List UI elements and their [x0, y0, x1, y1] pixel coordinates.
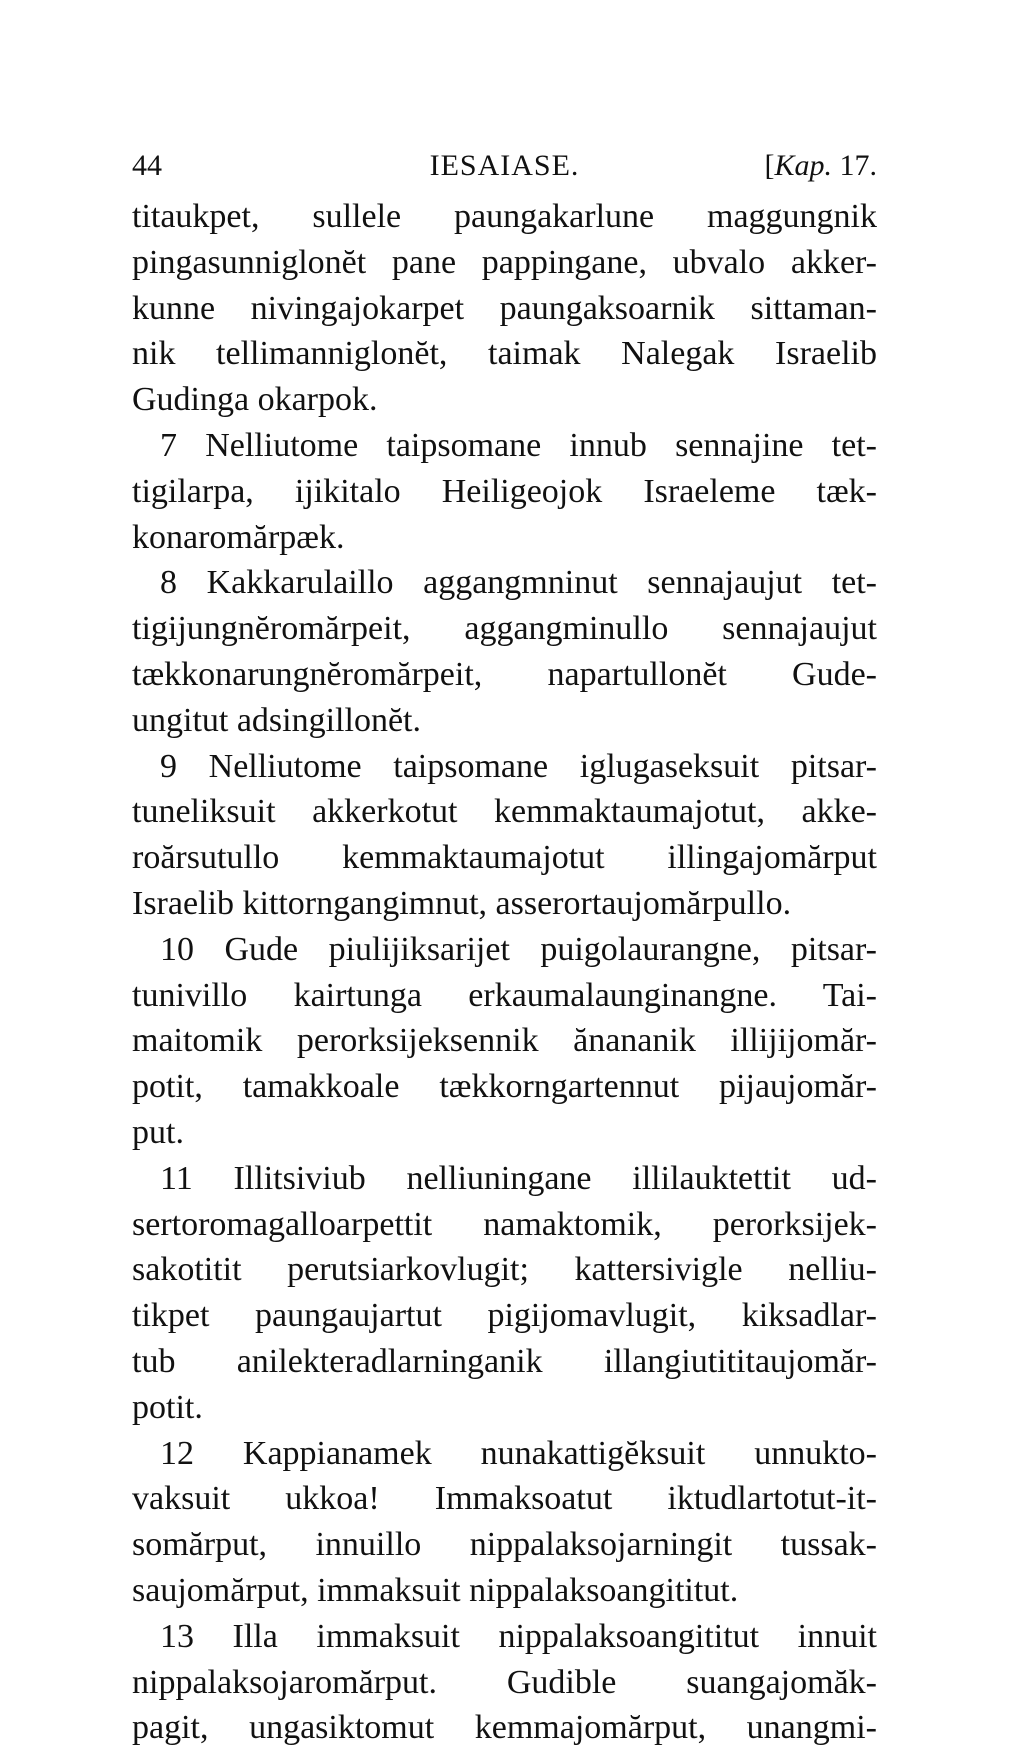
- text-line: tunivillo kairtunga erkaumalaunginangne. Tai-: [132, 976, 877, 1014]
- chapter-bracket: [: [764, 149, 775, 182]
- body-text: [132, 194, 877, 1751]
- text-line: put.: [132, 1113, 184, 1151]
- text-line: tigilarpa, ijikitalo Heiligeojok Israeleme tæk-: [132, 472, 877, 510]
- text-line: ungitut adsingillonĕt.: [132, 701, 421, 739]
- running-head: [132, 146, 877, 186]
- text-line: tigijungnĕromărpeit, aggangminullo sennajaujut: [132, 610, 877, 648]
- verse-9-start: 9 Nelliutome taipsomane iglugaseksuit pitsar-: [160, 747, 877, 785]
- verse-8-start: 8 Kakkarulaillo aggangmninut sennajaujut tet-: [160, 564, 877, 602]
- chapter-marker: [764, 146, 877, 186]
- text-line: maitomik perorksijeksennik ănananik illijijomăr-: [132, 1022, 877, 1060]
- text-line: nippalaksojaromărput. Gudible suangajomăk-: [132, 1663, 877, 1701]
- text-line: roărsutullo kemmaktaumajotut illingajomărput: [132, 839, 877, 877]
- text-line: saujomărput, immaksuit nippalaksoangititut.: [132, 1571, 739, 1609]
- text-line: Israelib kittorngangimnut, asserortaujomărpullo.: [132, 884, 792, 922]
- verse-11-start: 11 Illitsiviub nelliuningane illilauktettit ud-: [160, 1159, 877, 1197]
- text-line: somărput, innuillo nippalaksojarningit tussak-: [132, 1526, 877, 1564]
- text-line: konaromărpæk.: [132, 518, 345, 556]
- verse-7-start: 7 Nelliutome taipsomane innub sennajine tet-: [160, 426, 877, 464]
- text-line: tækkonarungnĕromărpeit, napartullonĕt Gude-: [132, 655, 877, 693]
- verse-13-start: 13 Illa immaksuit nippalaksoangititut innuit: [160, 1617, 877, 1655]
- text-line: potit, tamakkoale tækkorngartennut pijaujomăr-: [132, 1068, 877, 1106]
- text-line: titaukpet, sullele paungakarlune maggungnik: [132, 198, 877, 235]
- text-line: tub anilekteradlarninganik illangiutititaujomăr-: [132, 1342, 877, 1380]
- text-line: Gudinga okarpok.: [132, 381, 378, 419]
- text-line: nik tellimanniglonĕt, taimak Nalegak Israelib: [132, 335, 877, 373]
- text-line: pagit, ungasiktomut kemmajomărput, unangmi-: [132, 1709, 877, 1747]
- verse-12-start: 12 Kappianamek nunakattigĕksuit unnukto-: [160, 1434, 877, 1472]
- verse-10-start: 10 Gude piulijiksarijet puigolaurangne, pitsar-: [160, 930, 877, 968]
- text-line: tikpet paungaujartut pigijomavlugit, kiksadlar-: [132, 1297, 877, 1335]
- text-line: pingasunniglonĕt pane pappingane, ubvalo akker-: [132, 243, 877, 281]
- chapter-kap: Kap.: [774, 149, 832, 182]
- page-number: 44: [132, 149, 162, 182]
- running-title: IESAIASE.: [429, 149, 580, 182]
- text-line: sertoromagalloarpettit namaktomik, perorksijek-: [132, 1205, 877, 1243]
- text-line: tuneliksuit akkerkotut kemmaktaumajotut, akke-: [132, 793, 877, 831]
- text-line: sakotitit perutsiarkovlugit; kattersivigle nelliu-: [132, 1251, 877, 1289]
- text-line: potit.: [132, 1388, 203, 1426]
- book-page: [132, 146, 877, 1751]
- chapter-number: 17.: [832, 149, 877, 182]
- text-line: vaksuit ukkoa! Immaksoatut iktudlartotut-it-: [132, 1480, 877, 1518]
- text-line: kunne nivingajokarpet paungaksoarnik sittaman-: [132, 289, 877, 327]
